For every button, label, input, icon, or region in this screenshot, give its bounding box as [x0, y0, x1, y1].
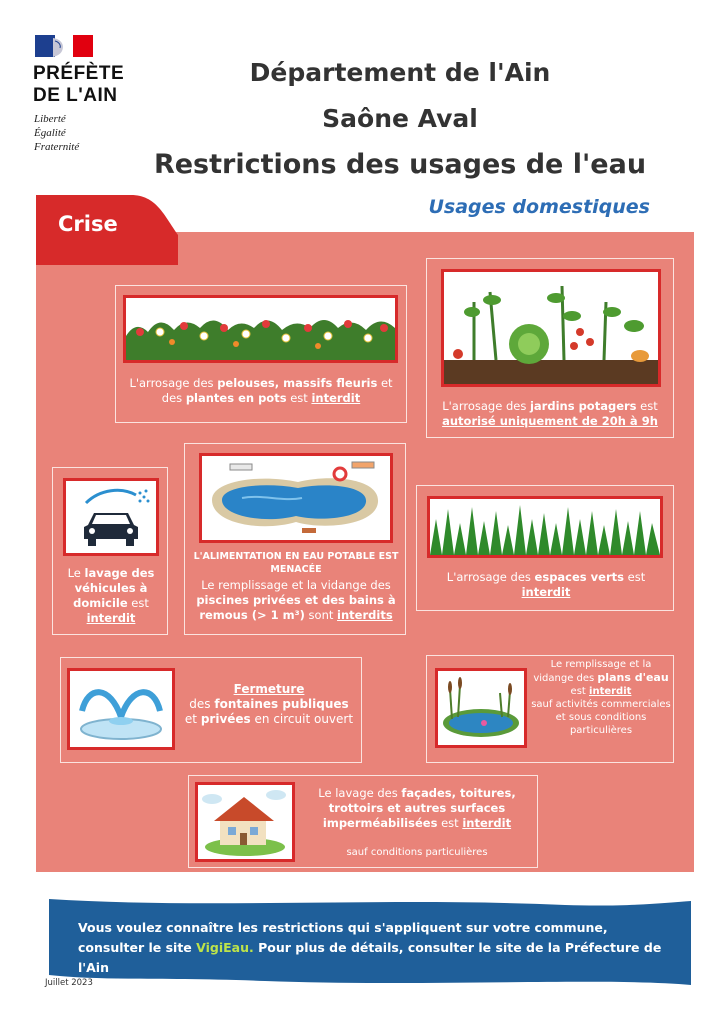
rule-caption	[191, 578, 401, 623]
rule-espaces-verts-status: interdit	[521, 585, 571, 599]
caption-text: privées	[200, 712, 251, 726]
rule-caption	[122, 376, 400, 406]
prefecture-name: PRÉFÈTE	[33, 63, 125, 84]
subtitle-usages: Usages domestiques	[428, 196, 650, 218]
rule-pelouses-target: pelouses, massifs fleuris	[217, 376, 378, 390]
rule-pelouses-status: interdit	[311, 391, 361, 405]
rule-vehicules	[52, 467, 168, 635]
rule-facades-status: interdit	[462, 816, 512, 830]
caption-text: des	[189, 697, 215, 711]
title-zone: Saône Aval	[322, 104, 478, 133]
caption-text: lavage des véhicules à domicile	[73, 566, 155, 610]
caption-text: L'arrosage des	[446, 570, 535, 584]
rule-vehicules-status: interdit	[86, 611, 136, 625]
grass-icon	[427, 496, 663, 558]
rule-facades	[188, 775, 538, 868]
pond-icon	[435, 668, 527, 748]
rule-piscines	[184, 443, 406, 635]
rule-caption	[433, 399, 667, 429]
rule-espaces-verts	[416, 485, 674, 611]
rule-pelouses	[115, 285, 407, 423]
caption-text: est	[286, 391, 312, 405]
caption-text: Le remplissage et la vidange des	[201, 578, 391, 592]
caption-text: L'arrosage des	[129, 376, 218, 390]
caption-text: est	[127, 596, 149, 610]
rule-caption	[57, 566, 165, 626]
caption-text: et	[184, 712, 201, 726]
rule-piscines-status: interdits	[337, 608, 393, 622]
caption-text: Le remplissage et la vidange des	[533, 659, 652, 684]
publication-date: Juillet 2023	[45, 978, 93, 988]
caption-text: en circuit ouvert	[250, 712, 354, 726]
title-department: Département de l'Ain	[249, 58, 551, 87]
house-icon	[195, 782, 295, 862]
caption-text: fontaines publiques	[214, 697, 349, 711]
caption-text: est	[570, 686, 590, 697]
caption-text: est	[636, 399, 658, 413]
caption-text: est	[623, 570, 646, 584]
flowers-icon	[123, 295, 398, 363]
prefecture-url-link[interactable]: http://www.ain.gouv.fr	[78, 980, 237, 995]
motto-egalite: Égalité	[34, 127, 66, 139]
prefecture-name-2: DE L'AIN	[33, 85, 118, 106]
caption-text: et des	[161, 376, 393, 405]
marianne-logo	[35, 35, 93, 57]
caption-text: plantes en pots	[185, 391, 287, 405]
caption-text: Le	[67, 566, 85, 580]
title-restrictions: Restrictions des usages de l'eau	[153, 149, 647, 180]
rule-fontaines	[60, 657, 362, 763]
caption-text: sont	[304, 608, 338, 622]
caption-text: espaces verts	[534, 570, 624, 584]
rule-caption	[423, 570, 669, 600]
caption-text: jardins potagers	[529, 399, 637, 413]
rule-plans-eau	[426, 655, 674, 763]
info-banner-text: Vous voulez connaître les restrictions qui s'appliquent sur votre commune, consulter le site VigiEau. Pour plus de détails, consulter le site de la Préfecture de l'Ain http://www.ain.gouv.fr	[78, 920, 662, 995]
caption-text: L'arrosage des	[442, 399, 530, 413]
rule-facades-exception: sauf conditions particulières	[346, 847, 488, 858]
rule-fontaines-status: Fermeture	[233, 682, 305, 696]
motto-liberte: Liberté	[34, 113, 66, 125]
rule-caption	[181, 682, 357, 727]
pool-icon	[199, 453, 393, 543]
vigieau-link[interactable]: VigiEau.	[196, 940, 254, 955]
drinking-water-alert: L'ALIMENTATION EN EAU POTABLE EST MENACÉE	[193, 551, 399, 575]
rule-caption	[301, 786, 533, 831]
rule-plans-eau-status: interdit	[589, 686, 632, 697]
rule-potagers	[426, 258, 674, 438]
caption-text: est	[437, 816, 463, 830]
rule-potagers-status: autorisé uniquement de 20h à 9h	[442, 414, 658, 428]
caption-text: plans d'eau	[597, 671, 669, 684]
caption-text: façades, toitures, trottoirs et autres surfaces imperméabilisées	[322, 786, 516, 830]
motto-fraternite: Fraternité	[34, 141, 80, 153]
caption-text: Le lavage des	[318, 786, 402, 800]
car-wash-icon	[63, 478, 159, 556]
fountain-icon	[67, 668, 175, 750]
rule-caption	[531, 658, 671, 737]
crisis-level-label: Crise	[58, 212, 118, 236]
caption-text: piscines privées et des bains à remous (> 1 m³)	[196, 593, 396, 622]
caption-text: sauf activités commerciales et sous conditions particulières	[531, 699, 671, 736]
vegetable-garden-icon	[441, 269, 661, 387]
